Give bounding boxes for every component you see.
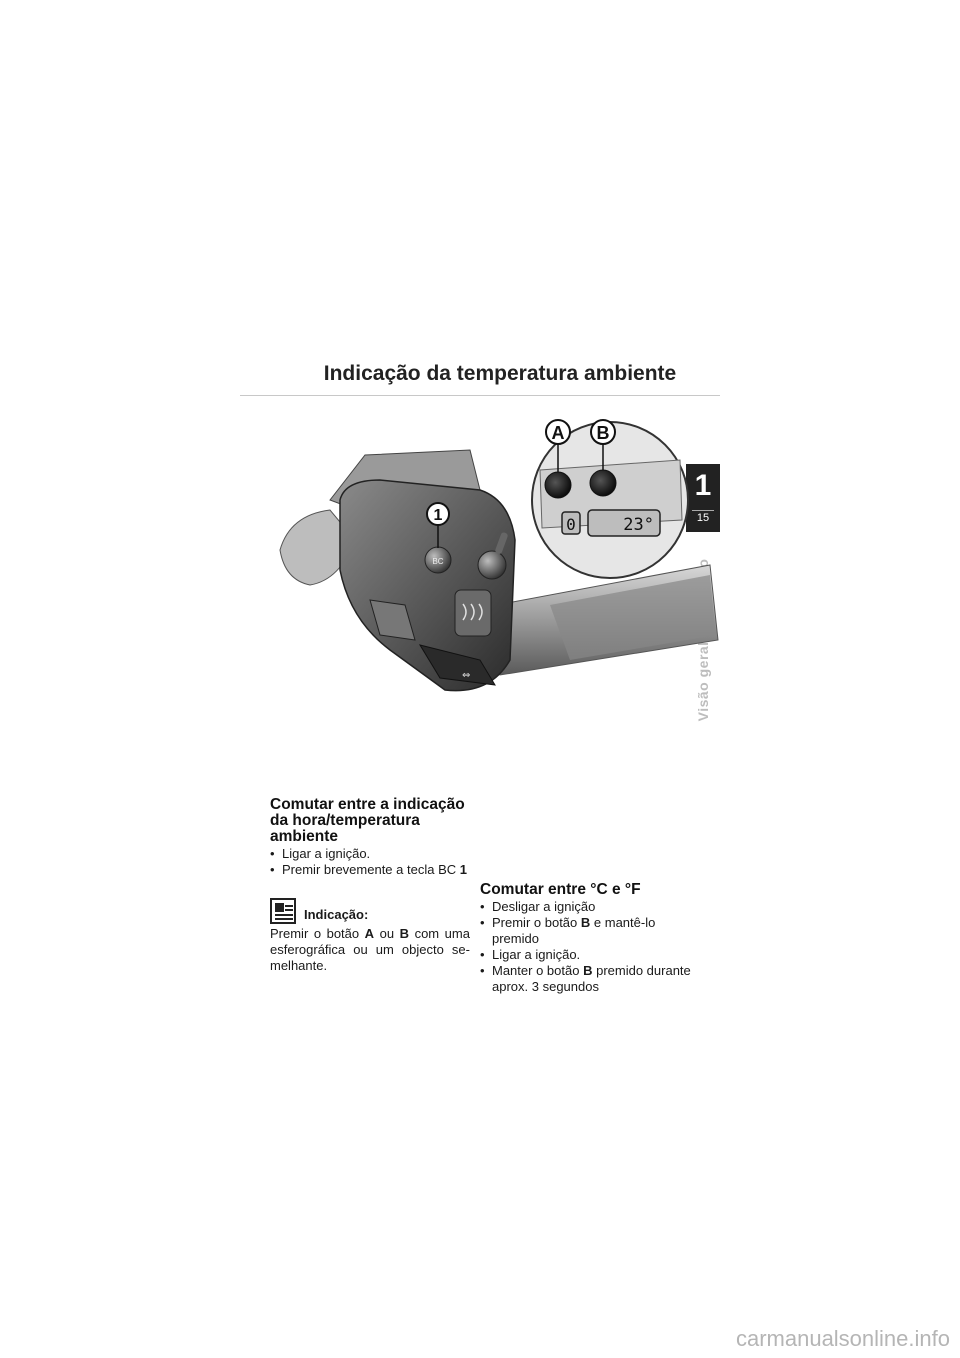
list-item: • Ligar a ignição. (480, 947, 695, 963)
title-divider (240, 395, 720, 396)
bc-button-label: BC (432, 557, 444, 566)
svg-text:0: 0 (566, 515, 576, 534)
svg-text:A: A (551, 423, 565, 443)
list-item: • Ligar a ignição. (270, 846, 470, 862)
right-column (480, 882, 695, 995)
button-a (545, 472, 571, 498)
right-heading: Comutar entre °C e °F (480, 881, 641, 898)
svg-text:1: 1 (433, 507, 443, 524)
step-ref: 1 (459, 862, 467, 877)
left-heading-line: Comutar entre a indicação (270, 796, 465, 813)
watermark: carmanualsonline.info (735, 1326, 950, 1351)
note-block (270, 898, 470, 974)
heated-grip-button (455, 590, 491, 636)
rotary-knob (478, 551, 506, 579)
list-item: • Desligar a ignição (480, 899, 695, 915)
list-item (270, 862, 470, 878)
svg-text:B: B (596, 423, 610, 443)
left-heading-line: da hora/temperatura (270, 812, 420, 829)
handlebar-illustration (270, 410, 720, 710)
left-column (270, 797, 470, 974)
svg-text:⇔: ⇔ (462, 670, 471, 681)
button-b (590, 470, 616, 496)
right-steps (480, 899, 695, 995)
chapter-number: 1 (694, 469, 712, 502)
svg-text:23°: 23° (623, 515, 654, 535)
list-item: • Premir o botão B e mantê-lo premido (480, 915, 695, 947)
page-title: Indicação da temperatura ambiente (323, 362, 677, 385)
step-text: Premir brevemente a tecla BC (282, 862, 457, 877)
note-icon (270, 898, 296, 924)
note-title: Indicação: (304, 907, 369, 922)
list-item: • Manter o botão B premido durante aprox. 3 segundos (480, 963, 695, 995)
left-steps (270, 846, 470, 878)
left-heading (270, 797, 470, 845)
page-number: 15 (696, 512, 710, 524)
left-heading-line: ambiente (270, 828, 339, 845)
note-text: Premir o botão A ou B com uma esferográfica ou um objecto se- melhante. (270, 926, 470, 973)
